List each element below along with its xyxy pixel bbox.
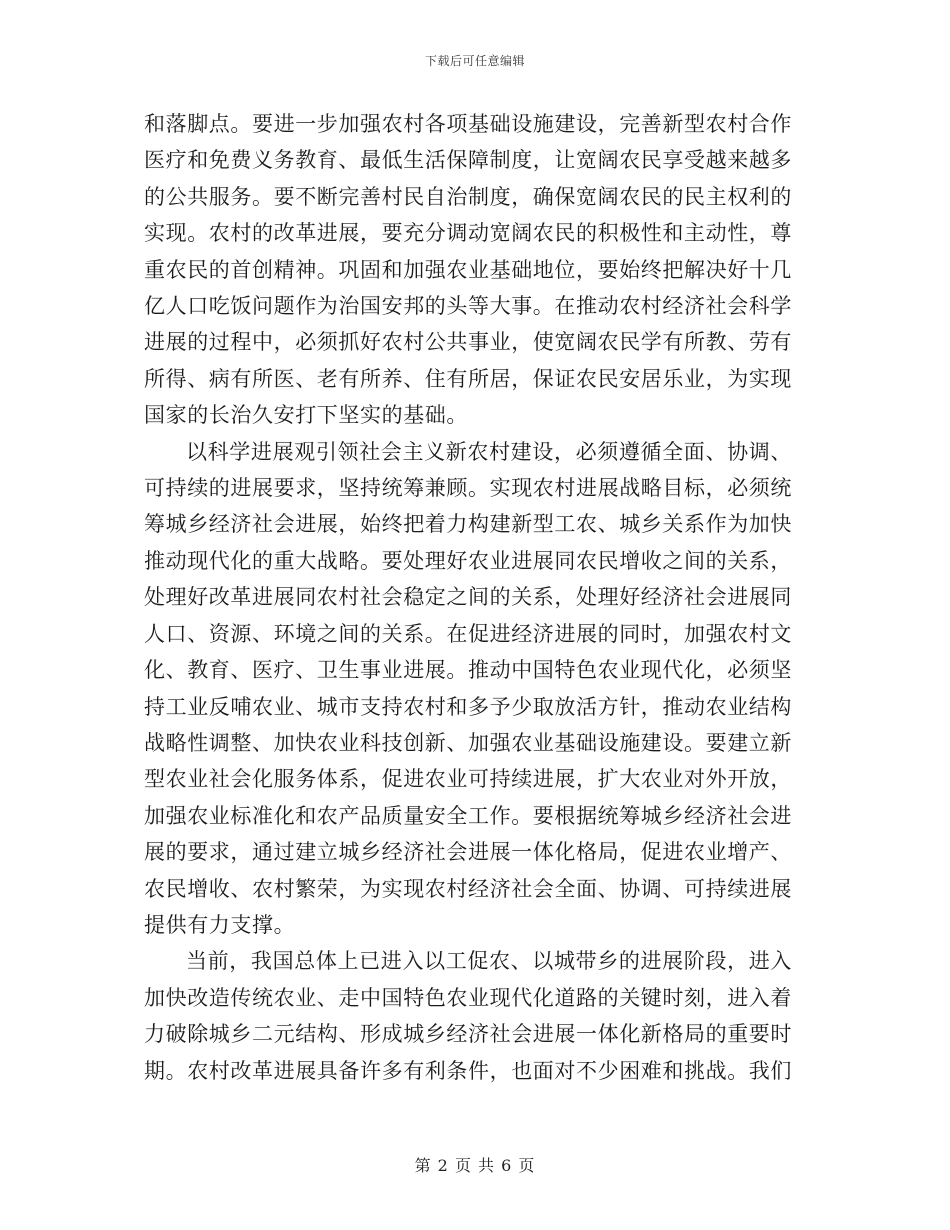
paragraph-2: 以科学进展观引领社会主义新农村建设，必须遵循全面、协调、可持续的进展要求，坚持统筹兼顾。实现农村进展战略目标，必须统筹城乡经济社会进展，始终把着力构建新型工农、城乡关系作为加快推动现代化的重大战略。要处理好农业进展同农民增收之间的关系，处理好改革进展同农村社会稳定之间的关系，处理好经济社会进展同人口、资源、环境之间的关系。在促进经济进展的同时，加强农村文化、教育、医疗、卫生事业进展。推动中国特色农业现代化，必须坚持工业反哺农业、城市支持农村和多予少取放活方针，推动农业结构战略性调整、加快农业科技创新、加强农业基础设施建设。要建立新型农业社会化服务体系，促进农业可持续进展，扩大农业对外开放，加强农业标准化和农产品质量安全工作。要根据统筹城乡经济社会进展的要求，通过建立城乡经济社会进展一体化格局，促进农业增产、农民增收、农村繁荣，为实现农村经济社会全面、协调、可持续进展提供有力支撑。 xyxy=(144,439,792,937)
footer-page-number: 2 xyxy=(437,1156,449,1175)
footer-prefix: 第 xyxy=(414,1156,432,1175)
footer-suffix: 页 xyxy=(518,1156,536,1175)
footer-middle: 页 共 xyxy=(454,1156,496,1175)
paragraph-3: 当前，我国总体上已进入以工促农、以城带乡的进展阶段，进入加快改造传统农业、走中国特色农业现代化道路的关键时刻，进入着力破除城乡二元结构、形成城乡经济社会进展一体化新格局的重要时期。农村改革进展具备许多有利条件，也面对不少困难和挑战。我们 xyxy=(144,949,792,1083)
footer-total-pages: 6 xyxy=(501,1156,513,1175)
page-footer xyxy=(0,1153,950,1176)
document-body xyxy=(144,106,792,1089)
paragraph-1: 和落脚点。要进一步加强农村各项基础设施建设，完善新型农村合作医疗和免费义务教育、最低生活保障制度，让宽阔农民享受越来越多的公共服务。要不断完善村民自治制度，确保宽阔农民的民主权利的实现。农村的改革进展，要充分调动宽阔农民的积极性和主动性，尊重农民的首创精神。巩固和加强农业基础地位，要始终把解决好十几亿人口吃饭问题作为治国安邦的头等大事。在推动农村经济社会科学进展的过程中，必须抓好农村公共事业，使宽阔农民学有所教、劳有所得、病有所医、老有所养、住有所居，保证农民安居乐业，为实现国家的长治久安打下坚实的基础。 xyxy=(144,112,792,428)
page-header: 下载后可任意编辑 xyxy=(424,54,525,68)
